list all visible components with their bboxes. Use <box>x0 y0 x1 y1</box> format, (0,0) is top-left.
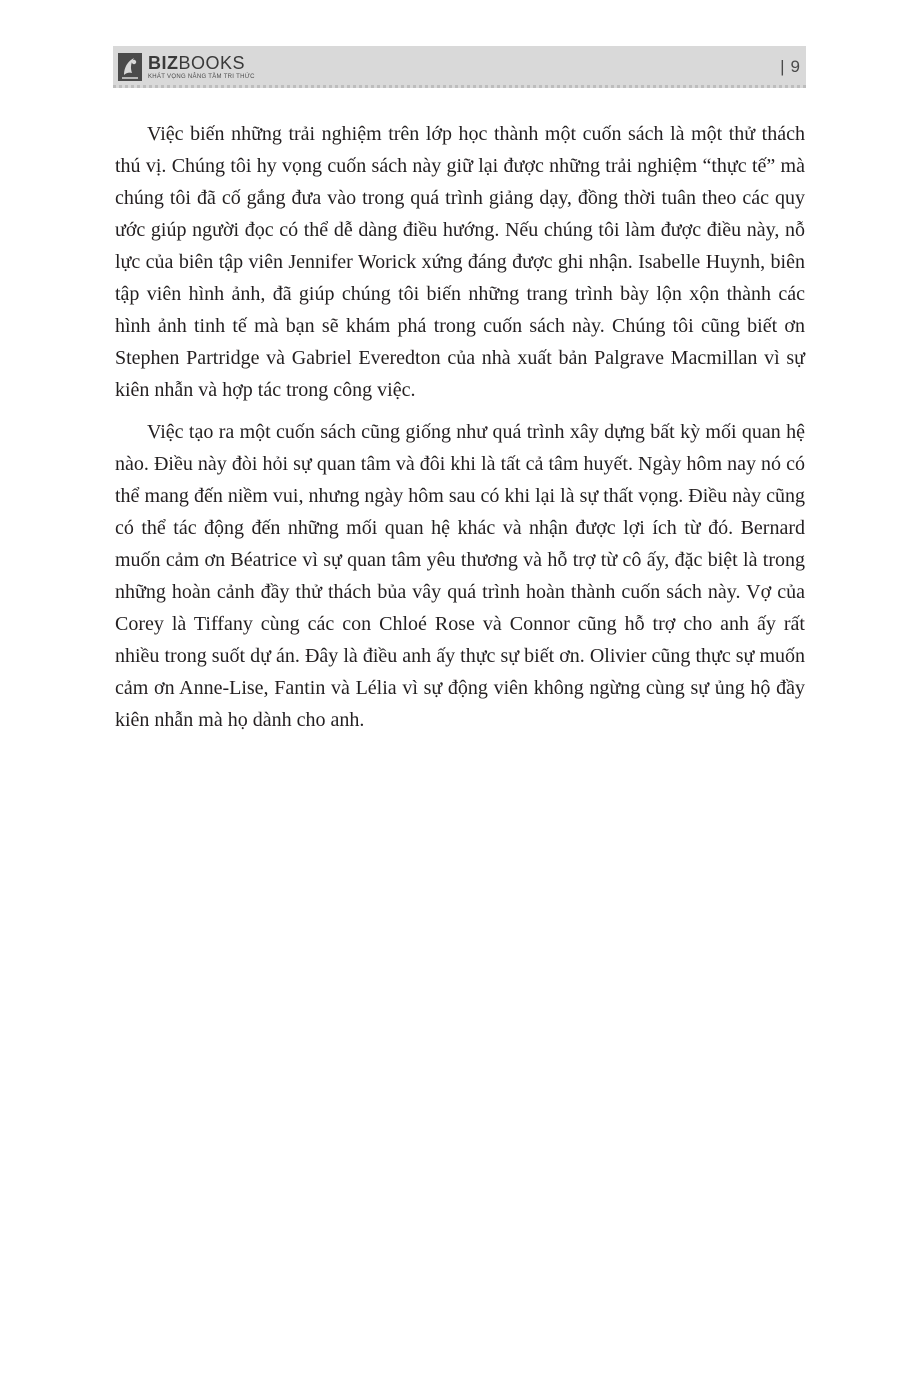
page-number-separator: | <box>780 57 785 76</box>
paragraph: Việc tạo ra một cuốn sách cũng giống như quá trình xây dựng bất kỳ mối quan hệ nào. Điều này đòi hỏi sự quan tâm và đôi khi là tất cả tâm huyết. Ngày hôm nay nó có thể mang đến niềm vui, nhưng ngày hôm sau có khi lại là sự thất vọng. Điều này cũng có thể tác động đến những mối quan hệ khác và nhận được lợi ích từ đó. Bernard muốn cảm ơn Béatrice vì sự quan tâm yêu thương và hỗ trợ từ cô ấy, đặc biệt là trong những hoàn cảnh đầy thử thách bủa vây quá trình hoàn thành cuốn sách này. Vợ của Corey là Tiffany cùng các con Chloé Rose và Connor cũng hỗ trợ cho anh ấy rất nhiều trong suốt dự án. Đây là điều anh ấy thực sự biết ơn. Olivier cũng thực sự muốn cảm ơn Anne-Lise, Fantin và Lélia vì sự động viên không ngừng cùng sự ủng hộ đầy kiên nhẫn mà họ dành cho anh. <box>115 421 805 731</box>
brand-name-rest: BOOKS <box>178 53 246 73</box>
page-number-display <box>780 57 800 77</box>
brand-name-bold: BIZ <box>148 53 179 73</box>
page-header <box>113 46 806 88</box>
paragraph: Việc biến những trải nghiệm trên lớp học thành một cuốn sách là một thử thách thú vị. Chúng tôi hy vọng cuốn sách này giữ lại được những trải nghiệm “thực tế” mà chúng tôi đã cố gắng đưa vào trong quá trình giảng dạy, đồng thời tuân theo các quy ước giúp người đọc có thể dễ dàng điều hướng. Nếu chúng tôi làm được điều này, nỗ lực của biên tập viên Jennifer Worick xứng đáng được ghi nhận. Isabelle Huynh, biên tập viên hình ảnh, đã giúp chúng tôi biến những trang trình bày lộn xộn thành các hình ảnh tinh tế mà bạn sẽ khám phá trong cuốn sách này. Chúng tôi cũng biết ơn Stephen Partridge và Gabriel Everedton của nhà xuất bản Palgrave Macmillan vì sự kiên nhẫn và hợp tác trong công việc. <box>115 123 805 401</box>
brand-tagline: KHÁT VỌNG NÂNG TẦM TRI THỨC <box>148 74 255 80</box>
brand-name <box>148 54 255 72</box>
page-number: 9 <box>790 57 800 76</box>
publisher-logo <box>118 51 255 83</box>
bizbooks-logo-icon <box>118 53 142 81</box>
page-body <box>115 118 805 746</box>
